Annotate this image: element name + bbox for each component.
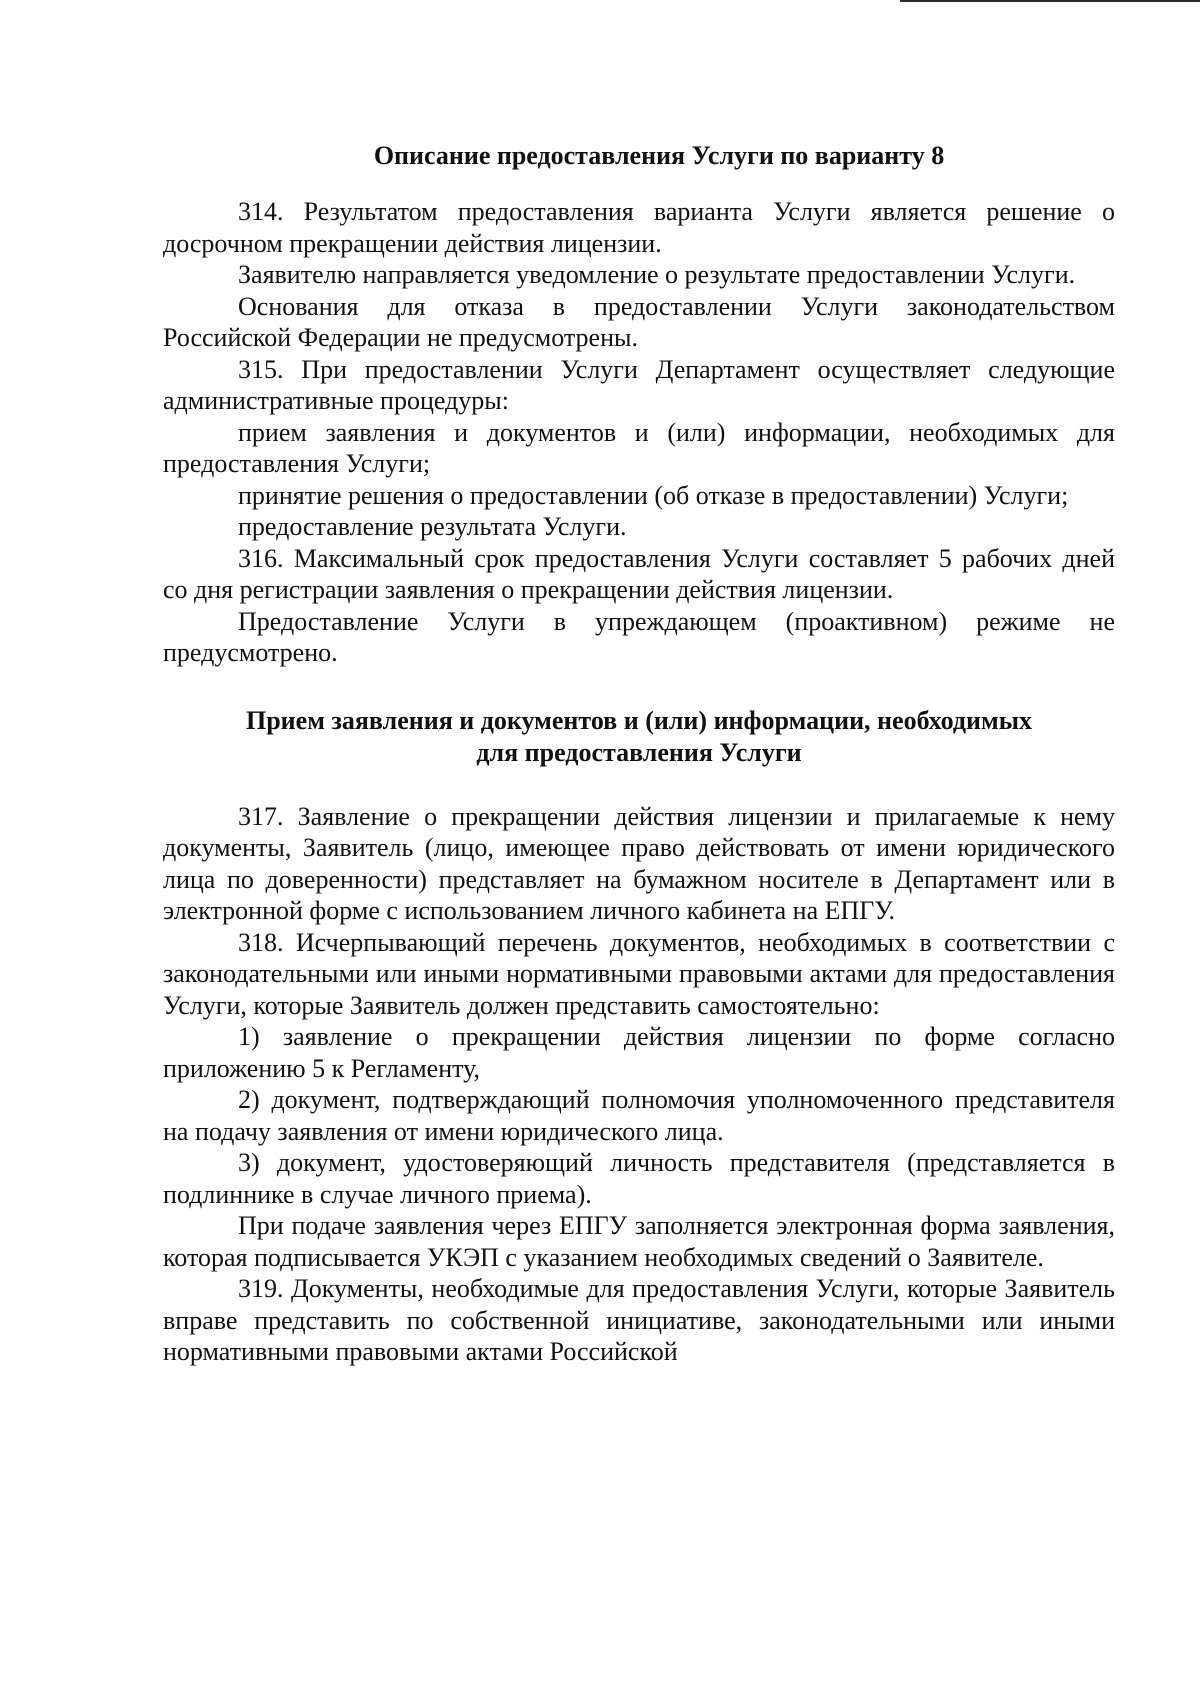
paragraph-notification: Заявителю направляется уведомление о результате предоставлении Услуги. (238, 260, 1076, 289)
paragraph-317: 317. Заявление о прекращении действия лицензии и прилагаемые к нему документы, Заявитель (лицо, имеющее право действовать от имени юридического лица по доверенности) представляет на бумажном носителе в Департамент или в электронной форме с использованием личного кабинета на ЕПГУ. (163, 801, 1115, 925)
procedure-item-decision: принятие решения о предоставлении (об отказе в предоставлении) Услуги; (238, 480, 1069, 510)
section-heading-reception-line-1: Прием заявления и документов и (или) информации, необходимых (245, 705, 1032, 735)
paragraph-proactive: Предоставление Услуги в упреждающем (проактивном) режиме не предусмотрено. (163, 606, 1115, 667)
paragraph-refusal-grounds: Основания для отказа в предоставлении Услуги законодательством Российской Федерации не предусмотрены. (163, 291, 1115, 352)
section-heading-reception-line-2: для предоставления Услуги (476, 737, 802, 767)
document-page (163, 140, 1115, 1368)
section-heading-reception (163, 705, 1115, 769)
document-item-1: 1) заявление о прекращении действия лицензии по форме согласно приложению 5 к Регламенту, (163, 1022, 1115, 1083)
procedure-item-reception: прием заявления и документов и (или) информации, необходимых для предоставления Услуги; (163, 417, 1115, 478)
paragraph-319: 319. Документы, необходимые для предоставления Услуги, которые Заявитель вправе представить по собственной инициативе, законодательными или иными нормативными правовыми актами Российской (163, 1274, 1115, 1366)
paragraph-epgu-form: При подаче заявления через ЕПГУ заполняется электронная форма заявления, которая подписывается УКЭП с указанием необходимых сведений о Заявителе. (163, 1211, 1115, 1272)
section-2-body (163, 801, 1115, 1368)
procedure-item-result: предоставление результата Услуги. (238, 512, 627, 541)
section-1-body (163, 196, 1115, 669)
document-item-2: 2) документ, подтверждающий полномочия уполномоченного представителя на подачу заявления от имени юридического лица. (163, 1085, 1115, 1146)
section-heading-variant-8: Описание предоставления Услуги по варианту 8 (373, 141, 945, 170)
scan-edge-line (900, 0, 1200, 2)
paragraph-318: 318. Исчерпывающий перечень документов, необходимых в соответствии с законодательными или иными нормативными правовыми актами для предоставления Услуги, которые Заявитель должен представить самостоятельно: (163, 927, 1115, 1020)
paragraph-314: 314. Результатом предоставления варианта Услуги является решение о досрочном прекращении действия лицензии. (163, 197, 1115, 258)
document-item-3: 3) документ, удостоверяющий личность представителя (представляется в подлиннике в случае личного приема). (163, 1148, 1115, 1209)
paragraph-316: 316. Максимальный срок предоставления Услуги составляет 5 рабочих дней со дня регистрации заявления о прекращении действия лицензии. (163, 543, 1115, 604)
paragraph-315: 315. При предоставлении Услуги Департамент осуществляет следующие административные процедуры: (163, 354, 1115, 415)
